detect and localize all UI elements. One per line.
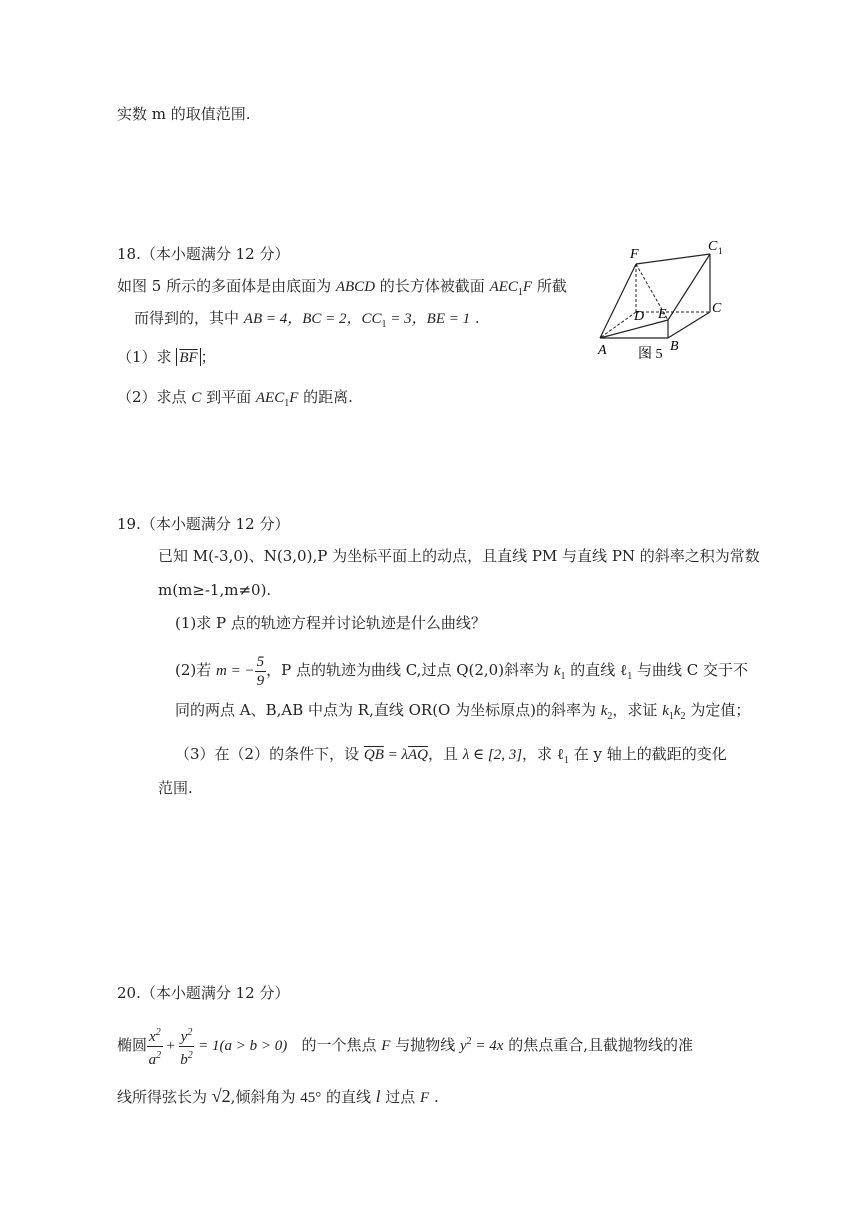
q20-line2: 线所得弦长为 √2,倾斜角为 45° 的直线 l 过点 F . [117, 1086, 439, 1106]
label-D: D [634, 309, 645, 324]
q20-line1: 椭圆 $\frac{x^2}{a^2}$ + $\frac{y^2}{b^2}$ = 1(a > b > 0) 的一个焦点 F 与抛物线 $y^2 = 4x$ 的焦点重合,且截抛物线的准 [117, 1012, 693, 1076]
q19-part2-line2: 同的两点 A、B,AB 中点为 R,直线 OR(O 为坐标原点)的斜率为 $k_2$，求证 $k_1k_2$ 为定值； [175, 701, 751, 722]
q18-header: 18.（本小题满分 12 分） [117, 245, 290, 263]
q19-part1: (1)求 P 点的轨迹方程并讨论轨迹是什么曲线？ [175, 614, 486, 632]
q19-line1: 已知 M(-3,0)、N(3,0),P 为坐标平面上的动点，且直线 PM 与直线 PN 的斜率之积为常数 [158, 547, 760, 565]
figure-5-polyhedron [596, 238, 736, 364]
label-A: A [598, 343, 607, 358]
q19-part2-line1: (2)若 m = − $\frac{5}{9}$ ，P 点的轨迹为曲线 C,过点 Q(2,0)斜率为 $k_1$ 的直线 ℓ$_1$ 与曲线 C 交于不 [175, 653, 749, 689]
q18-line2: 而得到的，其中 AB = 4，BC = 2，$CC_1 = 3$，BE = 1 . [134, 309, 480, 330]
q18-part1: （1）求 $\overline{BF}$ ； [117, 348, 216, 366]
label-B: B [670, 339, 679, 354]
q19-part3-line2: 范围. [158, 779, 193, 797]
fraction-x2-a2: $\frac{x^2}{a^2}$ [147, 1024, 163, 1069]
abs-bars: $\overline{BF}$ [176, 348, 200, 366]
label-F: F [630, 247, 639, 262]
figure-caption: 图 5 [638, 347, 663, 362]
q20-header: 20.（本小题满分 12 分） [117, 984, 290, 1002]
label-C1: C [708, 239, 718, 254]
q18-line1: 如图 5 所示的多面体是由底面为 ABCD 的长方体被截面 $AEC_1F$ 所截 [117, 277, 567, 298]
q19-line2: m(m≥-1,m≠0). [158, 581, 272, 599]
continued-text [117, 104, 251, 124]
label-C1-sub: 1 [718, 246, 723, 256]
q19-header: 19.（本小题满分 12 分） [117, 515, 290, 533]
fraction-5-9: $\frac{5}{9}$ [256, 653, 265, 689]
fraction-y2-b2: $\frac{y^2}{b^2}$ [179, 1024, 195, 1069]
label-C: C [712, 301, 722, 316]
range-sentence: 实数 m 的取值范围. [117, 105, 251, 123]
label-E: E [658, 307, 667, 322]
q19-part3-line1: （3）在（2）的条件下，设 $\overline{QB} = \lambda\overline{AQ}$，且 λ ∈ [2, 3]，求 ℓ$_1$ 在 y 轴上的截距的变化 [175, 745, 727, 766]
q18-part2: （2）求点 C 到平面 $AEC_1F$ 的距离. [117, 388, 353, 409]
